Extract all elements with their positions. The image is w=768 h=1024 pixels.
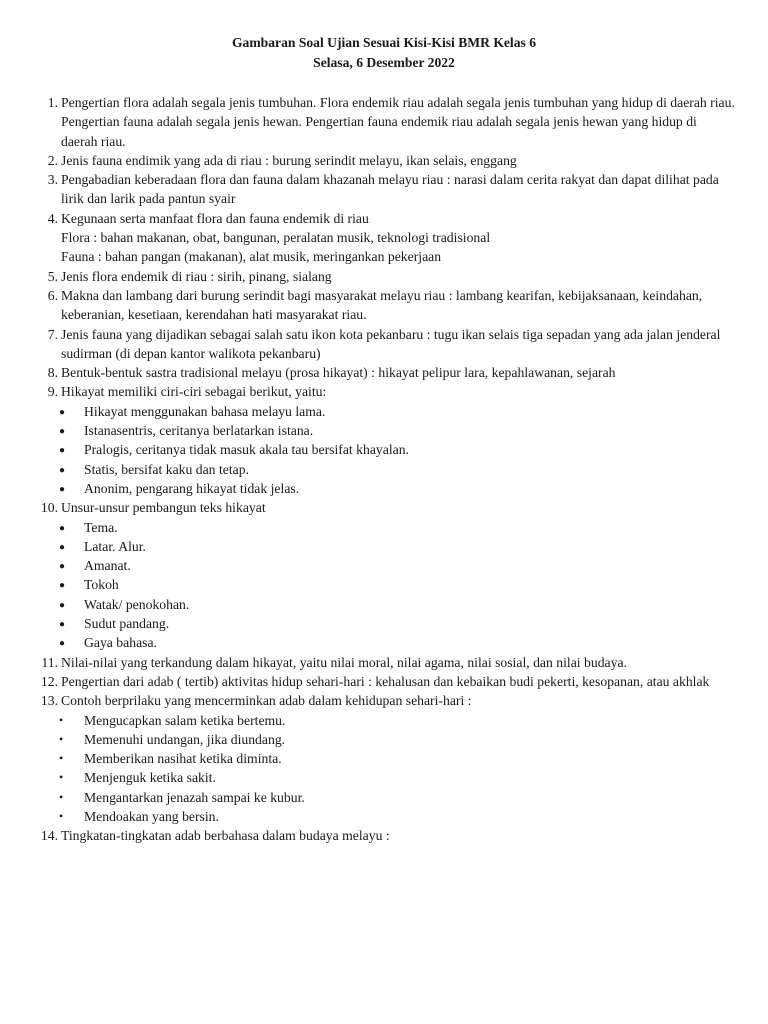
bullet-text: Statis, bersifat kaku dan tetap. [84,461,249,477]
item-number: 8. [47,365,58,381]
bullet-text: Gaya bahasa. [84,635,157,651]
bullet-item [30,460,736,479]
bullet-text: Amanat. [84,558,131,574]
list-item [30,267,736,286]
item-text: Flora : bahan makanan, obat, bangunan, peralatan musik, teknologi tradisional [61,230,491,246]
item-number: 11. [41,654,58,670]
bullet-text: Hikayat menggunakan bahasa melayu lama. [84,403,326,419]
item-text: Jenis fauna yang dijadikan sebagai salah satu ikon kota pekanbaru : tugu ikan selais tiga sepadan yang ada jalan jenderal sudirman (di depan kantor walikota pekanbaru) [61,326,721,361]
document-date: Selasa, 6 Desember 2022 [313,55,455,70]
bullet-item [30,479,736,498]
bullet-icon: • [59,731,64,746]
bullet-text: Istanasentris, ceritanya berlatarkan istana. [84,423,314,439]
bullet-item [30,614,736,633]
bullet-item [30,440,736,459]
list-item [30,382,736,401]
bullet-icon: ● [59,561,66,573]
item-text: Fauna : bahan pangan (makanan), alat musik, meringankan pekerjaan [61,249,442,265]
bullet-item [30,768,736,787]
list-item [30,325,736,364]
bullet-icon: ● [59,599,66,611]
document-title: Gambaran Soal Ujian Sesuai Kisi-Kisi BMR Kelas 6 [231,35,536,50]
item-text: Pengertian flora adalah segala jenis tumbuhan. Flora endemik riau adalah segala jenis tumbuhan yang hidup di daerah riau. [61,95,735,110]
bullet-text: Memenuhi undangan, jika diundang. [84,731,286,747]
bullet-item [30,421,736,440]
item-number: 9. [47,384,58,400]
bullet-icon: ● [59,638,66,650]
bullet-icon: ● [59,483,66,495]
bullet-item [30,730,736,749]
list-item [30,826,736,845]
list-item [30,691,736,710]
list-item [30,653,736,672]
bullet-text: Sudut pandang. [84,616,170,632]
item-text: Unsur-unsur pembangun teks hikayat [61,500,266,516]
bullet-icon: ● [59,541,66,553]
bullet-text: Latar. Alur. [84,538,146,554]
bullet-text: Memberikan nasihat ketika diminta. [84,751,282,767]
bullet-item [30,711,736,730]
item-text: Hikayat memiliki ciri-ciri sebagai berikut, yaitu: [61,384,327,400]
item-number: 13. [40,693,58,709]
list-item [30,363,736,382]
item-number: 2. [47,152,58,168]
list-item [30,170,736,209]
bullet-icon: ● [59,580,66,592]
numbered-list [30,93,736,846]
item-number: 4. [47,210,58,226]
item-number: 6. [47,287,58,303]
item-text: Bentuk-bentuk sastra tradisional melayu (prosa hikayat) : hikayat pelipur lara, kepahlawanan, sejarah [61,365,616,381]
bullet-text: Mendoakan yang bersin. [84,808,219,824]
item-number: 14. [40,828,58,844]
bullet-icon: • [59,751,64,766]
item-number: 1. [47,95,58,110]
bullet-text: Mengucapkan salam ketika bertemu. [84,712,286,728]
item-text: Pengertian dari adab ( tertib) aktivitas hidup sehari-hari : kehalusan dan kebaikan budi pekerti, kesopanan, atau akhlak [61,673,710,689]
bullet-icon: • [59,712,64,727]
item-text: Kegunaan serta manfaat flora dan fauna endemik di riau [61,210,369,226]
bullet-icon: • [59,808,64,823]
list-item [30,93,736,151]
list-item [30,286,736,325]
item-number: 5. [47,268,58,284]
bullet-item [30,402,736,421]
item-number: 7. [47,326,58,342]
bullet-item [30,807,736,826]
bullet-item [30,518,736,537]
bullet-item [30,788,736,807]
item-text: Makna dan lambang dari burung serindit bagi masyarakat melayu riau : lambang kearifan, kebijaksanaan, keindahan, keberanian, kesetiaan, kerendahan hati masyarakat riau. [61,287,703,323]
bullet-text: Tema. [84,519,118,535]
bullet-text: Watak/ penokohan. [84,596,190,612]
item-number: 10. [40,500,58,516]
item-text: Jenis flora endemik di riau : sirih, pinang, sialang [61,268,332,284]
item-text: Tingkatan-tingkatan adab berbahasa dalam budaya melayu : [61,828,390,844]
bullet-text: Pralogis, ceritanya tidak masuk akala tau bersifat khayalan. [84,442,409,458]
list-item [30,498,736,517]
item-text: Jenis fauna endimik yang ada di riau : burung serindit melayu, ikan selais, enggang [61,152,517,168]
bullet-text: Anonim, pengarang hikayat tidak jelas. [84,480,300,496]
bullet-text: Menjenguk ketika sakit. [84,770,216,786]
bullet-icon: ● [59,445,66,457]
list-item [30,209,736,267]
item-number: 3. [47,172,58,188]
bullet-item [30,575,736,594]
list-item [30,672,736,691]
bullet-text: Tokoh [84,577,119,593]
bullet-text: Mengantarkan jenazah sampai ke kubur. [84,789,305,805]
bullet-item [30,595,736,614]
bullet-icon: • [59,770,64,785]
bullet-icon: ● [59,406,66,418]
item-text: Pengertian fauna adalah segala jenis hewan. Pengertian fauna endemik riau adalah segala jenis hewan yang hidup di daerah riau. [61,114,697,149]
list-item [30,151,736,170]
bullet-item [30,556,736,575]
item-text: Pengabadian keberadaan flora dan fauna dalam khazanah melayu riau : narasi dalam cerita rakyat dan dapat dilihat pada lirik dan larik pada pantun syair [61,172,719,207]
bullet-item [30,537,736,556]
bullet-icon: ● [59,619,66,631]
item-number: 12. [40,673,58,689]
bullet-icon: • [59,789,64,804]
item-text: Contoh berprilaku yang mencerminkan adab dalam kehidupan sehari-hari : [61,693,472,709]
bullet-icon: ● [59,522,66,534]
bullet-icon: ● [59,426,66,438]
item-text: Nilai-nilai yang terkandung dalam hikayat, yaitu nilai moral, nilai agama, nilai sosial, dan nilai budaya. [61,654,627,670]
bullet-icon: ● [59,464,66,476]
bullet-item [30,633,736,652]
bullet-item [30,749,736,768]
